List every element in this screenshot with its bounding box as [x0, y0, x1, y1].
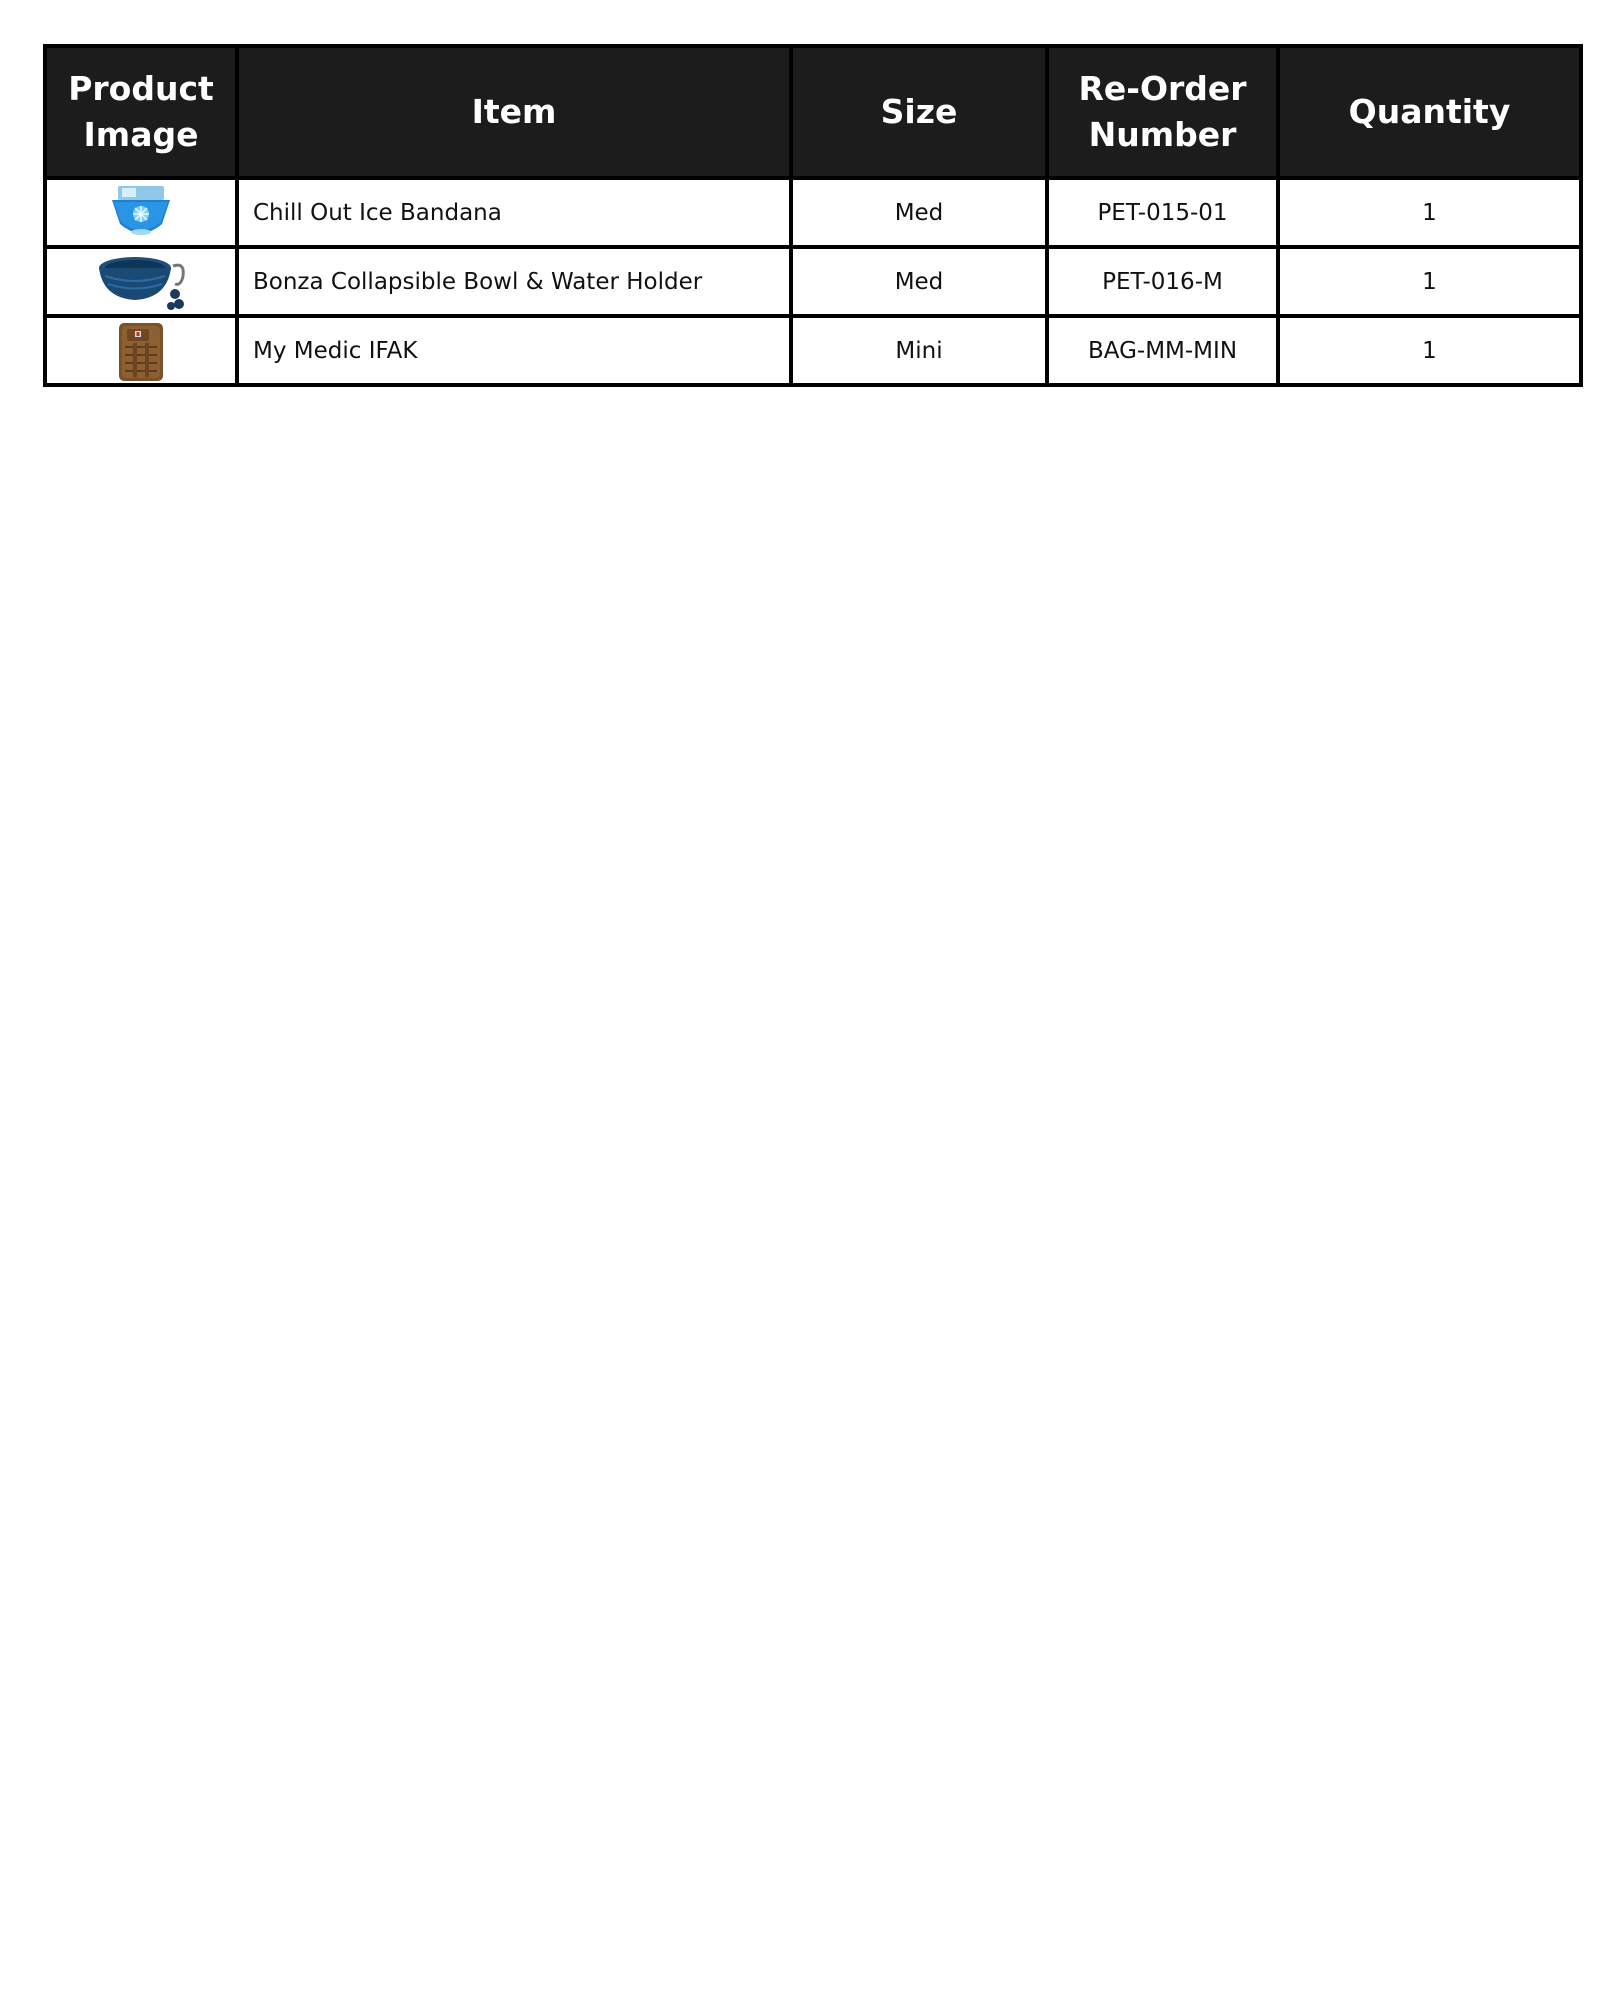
- product-image-cell: [45, 247, 237, 316]
- header-reorder-number-label: Re-Order Number: [1078, 69, 1247, 154]
- quantity-cell: 1: [1278, 247, 1581, 316]
- item-cell: Chill Out Ice Bandana: [237, 178, 791, 247]
- table-row: [45, 247, 1581, 316]
- medic-pouch-icon: [111, 319, 171, 383]
- header-product-image-label: Product Image: [68, 69, 214, 154]
- header-product-image: [45, 46, 237, 178]
- item-cell: My Medic IFAK: [237, 316, 791, 385]
- header-quantity-label: Quantity: [1348, 92, 1511, 131]
- product-sheet: [43, 44, 1579, 387]
- quantity-cell: 1: [1278, 316, 1581, 385]
- size-cell: Med: [791, 178, 1047, 247]
- header-size: [791, 46, 1047, 178]
- size-cell: Med: [791, 247, 1047, 316]
- product-table: [43, 44, 1583, 387]
- header-size-label: Size: [880, 92, 958, 131]
- size-cell: Mini: [791, 316, 1047, 385]
- table-header-row: [45, 46, 1581, 178]
- header-item-label: Item: [471, 92, 557, 131]
- header-quantity: [1278, 46, 1581, 178]
- quantity-cell: 1: [1278, 178, 1581, 247]
- ice-bandana-icon: [104, 184, 178, 242]
- table-row: [45, 316, 1581, 385]
- product-image-cell: [45, 178, 237, 247]
- product-image-cell: [45, 316, 237, 385]
- reorder-number-cell: BAG-MM-MIN: [1047, 316, 1278, 385]
- item-cell: Bonza Collapsible Bowl & Water Holder: [237, 247, 791, 316]
- header-reorder-number: [1047, 46, 1278, 178]
- reorder-number-cell: PET-016-M: [1047, 247, 1278, 316]
- table-row: [45, 178, 1581, 247]
- collapsible-bowl-icon: [93, 252, 189, 312]
- header-item: [237, 46, 791, 178]
- reorder-number-cell: PET-015-01: [1047, 178, 1278, 247]
